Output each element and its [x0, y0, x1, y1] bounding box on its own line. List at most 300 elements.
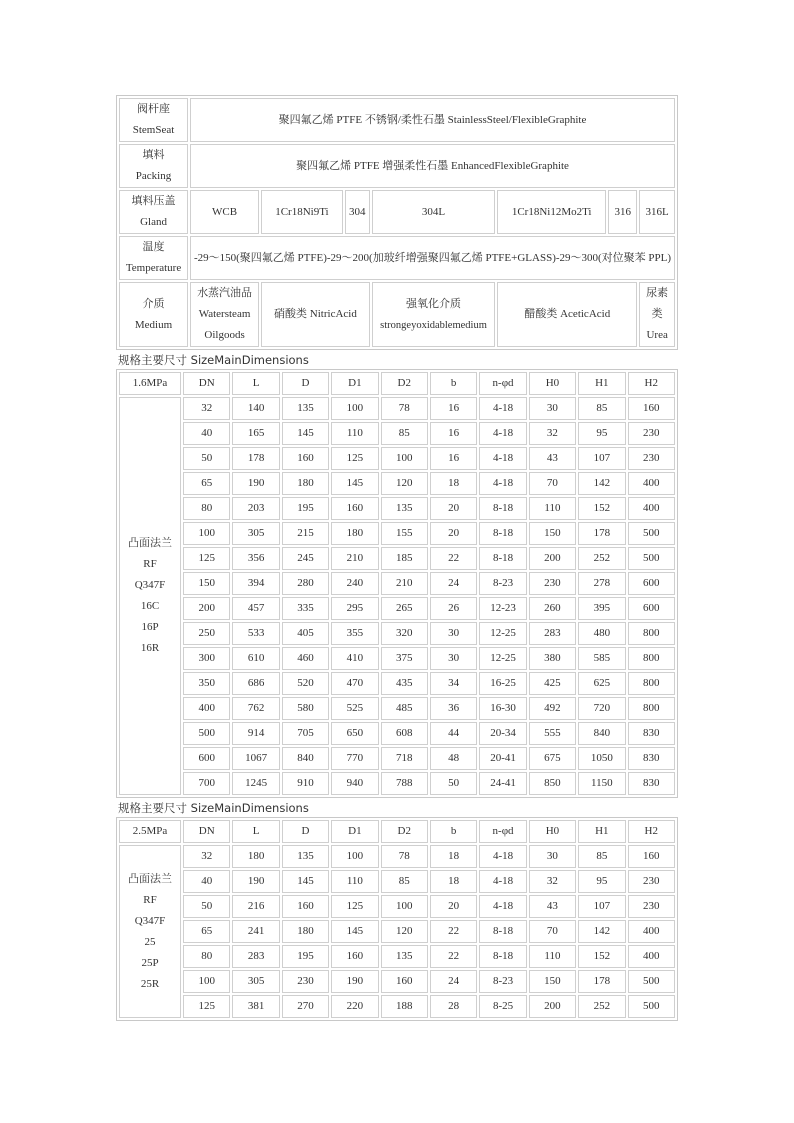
table-cell: 8-23	[479, 970, 526, 993]
table-cell: 110	[331, 422, 378, 445]
table-cell: 44	[430, 722, 477, 745]
table-cell: 16	[430, 422, 477, 445]
table-cell: 180	[232, 845, 279, 868]
medium-row	[119, 282, 675, 347]
table-cell: 4-18	[479, 447, 526, 470]
table-cell: 95	[578, 870, 625, 893]
valve-family-line: 25P	[141, 956, 159, 969]
column-header: D	[282, 820, 329, 843]
table-cell: 24	[430, 572, 477, 595]
table-cell: 125	[183, 995, 230, 1018]
table-row	[119, 597, 675, 620]
table-cell: 800	[628, 697, 675, 720]
valve-family-line: 25R	[140, 977, 160, 990]
table-cell: 40	[183, 422, 230, 445]
table-cell: 50	[183, 895, 230, 918]
column-header: D1	[331, 372, 378, 395]
table-cell: 480	[578, 622, 625, 645]
table-cell: 788	[381, 772, 428, 795]
table-cell: 20	[430, 497, 477, 520]
table-cell: 160	[282, 895, 329, 918]
table-cell: 165	[232, 422, 279, 445]
table-cell: 22	[430, 547, 477, 570]
table-cell: 24	[430, 970, 477, 993]
packing-row	[119, 144, 675, 188]
table-cell: 200	[529, 547, 576, 570]
table-cell: 600	[628, 597, 675, 620]
table-cell: 8-18	[479, 522, 526, 545]
column-header: H0	[529, 372, 576, 395]
packing-value: 聚四氟乙烯 PTFE 增强柔性石墨 EnhancedFlexibleGraphite	[190, 144, 675, 188]
valve-family-line: 16R	[140, 642, 160, 654]
table-cell: 250	[183, 622, 230, 645]
table-cell: 300	[183, 647, 230, 670]
table-cell: 940	[331, 772, 378, 795]
table-cell: 400	[628, 472, 675, 495]
table-cell: 200	[183, 597, 230, 620]
stem-seat-label-en: StemSeat	[132, 124, 175, 136]
table-row	[119, 697, 675, 720]
table-cell: 4-18	[479, 472, 526, 495]
table-cell: 145	[282, 870, 329, 893]
table-cell: 1050	[578, 747, 625, 770]
table-cell: 20-34	[479, 722, 526, 745]
table-cell: 78	[381, 845, 428, 868]
table-cell: 32	[183, 845, 230, 868]
medium-cn: 水蒸汽油品	[197, 287, 253, 299]
table-cell: 278	[578, 572, 625, 595]
table-cell: 485	[381, 697, 428, 720]
table-cell: 150	[529, 970, 576, 993]
table-cell: 405	[282, 622, 329, 645]
table-cell: 50	[183, 447, 230, 470]
valve-family-line: RF	[143, 558, 157, 570]
table-cell: 720	[578, 697, 625, 720]
table-cell: 283	[529, 622, 576, 645]
table-cell: 8-18	[479, 945, 526, 968]
table-cell: 70	[529, 920, 576, 943]
column-header: DN	[183, 372, 230, 395]
valve-family-line: 凸面法兰	[128, 872, 172, 885]
table-cell: 188	[381, 995, 428, 1018]
table-cell: 80	[183, 497, 230, 520]
table-cell: 110	[529, 945, 576, 968]
table-cell: 381	[232, 995, 279, 1018]
table-cell: 394	[232, 572, 279, 595]
table-cell: 100	[183, 970, 230, 993]
table-cell: 30	[529, 845, 576, 868]
medium-cell	[190, 282, 259, 347]
table-cell: 305	[232, 522, 279, 545]
table-cell: 216	[232, 895, 279, 918]
table-cell: 210	[381, 572, 428, 595]
medium-en: AceticAcid	[560, 308, 611, 320]
column-header: n-φd	[479, 820, 526, 843]
table-cell: 43	[529, 447, 576, 470]
table-row	[119, 920, 675, 943]
table-cell: 435	[381, 672, 428, 695]
valve-family-cell	[119, 397, 181, 795]
medium-extra: Oilgoods	[204, 329, 245, 341]
table-cell: 4-18	[479, 870, 526, 893]
table-cell: 8-18	[479, 497, 526, 520]
table-cell: 80	[183, 945, 230, 968]
table-cell: 16-25	[479, 672, 526, 695]
table-cell: 675	[529, 747, 576, 770]
table-row	[119, 945, 675, 968]
table-cell: 500	[628, 995, 675, 1018]
medium-en: NitricAcid	[309, 308, 357, 320]
table-cell: 800	[628, 622, 675, 645]
table-cell: 8-23	[479, 572, 526, 595]
table-cell: 150	[529, 522, 576, 545]
gland-label	[119, 190, 188, 234]
table-cell: 43	[529, 895, 576, 918]
table-cell: 840	[282, 747, 329, 770]
column-header: D2	[381, 372, 428, 395]
pressure-rating: 1.6MPa	[119, 372, 181, 395]
table-cell: 32	[183, 397, 230, 420]
table-cell: 180	[331, 522, 378, 545]
table-cell: 1245	[232, 772, 279, 795]
table-cell: 135	[381, 945, 428, 968]
table-cell: 180	[282, 920, 329, 943]
medium-cell	[261, 282, 370, 347]
table-cell: 178	[232, 447, 279, 470]
table-cell: 525	[331, 697, 378, 720]
table-row	[119, 622, 675, 645]
temperature-label-en: Temperature	[125, 262, 182, 274]
table-cell: 145	[282, 422, 329, 445]
table-cell: 8-25	[479, 995, 526, 1018]
column-header: b	[430, 820, 477, 843]
table-cell: 40	[183, 870, 230, 893]
table-cell: 210	[331, 547, 378, 570]
table-cell: 85	[381, 870, 428, 893]
section-caption: 规格主要尺寸 SizeMainDimensions	[118, 801, 309, 815]
table-cell: 85	[381, 422, 428, 445]
table-cell: 70	[529, 472, 576, 495]
table-cell: 705	[282, 722, 329, 745]
table-cell: 178	[578, 970, 625, 993]
table-cell: 135	[282, 845, 329, 868]
table-cell: 20-41	[479, 747, 526, 770]
gland-row	[119, 190, 675, 234]
table-cell: 400	[628, 497, 675, 520]
gland-material-cell: 316L	[639, 190, 675, 234]
table-cell: 4-18	[479, 895, 526, 918]
table-cell: 910	[282, 772, 329, 795]
table-row	[119, 472, 675, 495]
table-cell: 380	[529, 647, 576, 670]
table-cell: 107	[578, 895, 625, 918]
table-cell: 1067	[232, 747, 279, 770]
valve-family-line: RF	[143, 893, 157, 906]
table-cell: 190	[331, 970, 378, 993]
table-cell: 16	[430, 447, 477, 470]
table-row	[119, 845, 675, 868]
table-row	[119, 497, 675, 520]
gland-material-cell: WCB	[190, 190, 259, 234]
table-cell: 125	[331, 447, 378, 470]
table-cell: 800	[628, 672, 675, 695]
table-cell: 145	[331, 920, 378, 943]
table-cell: 190	[232, 472, 279, 495]
table-cell: 770	[331, 747, 378, 770]
medium-extra: Urea	[646, 329, 668, 341]
table-cell: 240	[331, 572, 378, 595]
table-cell: 18	[430, 870, 477, 893]
table-cell: 16	[430, 397, 477, 420]
packing-label-cn: 填料	[142, 149, 165, 161]
medium-cn: 硝酸类	[274, 308, 308, 320]
table-cell: 230	[628, 870, 675, 893]
table-cell: 203	[232, 497, 279, 520]
table-cell: 16-30	[479, 697, 526, 720]
table-cell: 4-18	[479, 845, 526, 868]
table-cell: 555	[529, 722, 576, 745]
table-cell: 610	[232, 647, 279, 670]
table-cell: 686	[232, 672, 279, 695]
table-cell: 395	[578, 597, 625, 620]
table-cell: 22	[430, 920, 477, 943]
table-cell: 355	[331, 622, 378, 645]
header-row	[119, 372, 675, 395]
temperature-row	[119, 236, 675, 280]
table-cell: 608	[381, 722, 428, 745]
table-cell: 20	[430, 522, 477, 545]
table-cell: 110	[331, 870, 378, 893]
table-row	[119, 547, 675, 570]
table-cell: 22	[430, 945, 477, 968]
medium-label-en: Medium	[134, 318, 173, 331]
table-row	[119, 397, 675, 420]
valve-family-line: 16P	[141, 621, 159, 633]
table-cell: 305	[232, 970, 279, 993]
table-cell: 160	[628, 845, 675, 868]
table-cell: 30	[430, 622, 477, 645]
table-row	[119, 722, 675, 745]
table-cell: 840	[578, 722, 625, 745]
table-cell: 152	[578, 945, 625, 968]
packing-label	[119, 144, 188, 188]
table-cell: 335	[282, 597, 329, 620]
table-row	[119, 672, 675, 695]
table-cell: 320	[381, 622, 428, 645]
table-cell: 100	[183, 522, 230, 545]
table-cell: 152	[578, 497, 625, 520]
column-header: H2	[628, 372, 675, 395]
temperature-value: -29～150(聚四氟乙烯 PTFE)-29～200(加玻纤增强聚四氟乙烯 PTFE+GLASS)-29～300(对位聚苯 PPL)	[190, 236, 675, 280]
table-cell: 8-18	[479, 547, 526, 570]
table-cell: 135	[381, 497, 428, 520]
table-cell: 12-23	[479, 597, 526, 620]
dimensions-table-2-5mpa	[116, 817, 678, 1021]
table-cell: 160	[381, 970, 428, 993]
table-cell: 160	[628, 397, 675, 420]
table-cell: 230	[628, 895, 675, 918]
table-cell: 425	[529, 672, 576, 695]
table-cell: 410	[331, 647, 378, 670]
table-cell: 850	[529, 772, 576, 795]
table-cell: 190	[232, 870, 279, 893]
table-cell: 230	[529, 572, 576, 595]
table-row	[119, 572, 675, 595]
table-cell: 160	[331, 497, 378, 520]
table-cell: 252	[578, 547, 625, 570]
table-cell: 155	[381, 522, 428, 545]
table-row	[119, 895, 675, 918]
table-cell: 492	[529, 697, 576, 720]
table-cell: 520	[282, 672, 329, 695]
table-cell: 650	[331, 722, 378, 745]
table-cell: 195	[282, 945, 329, 968]
table-cell: 580	[282, 697, 329, 720]
pressure-rating: 2.5MPa	[119, 820, 181, 843]
table-cell: 26	[430, 597, 477, 620]
table-cell: 470	[331, 672, 378, 695]
table-cell: 135	[282, 397, 329, 420]
table-cell: 18	[430, 845, 477, 868]
table-cell: 830	[628, 772, 675, 795]
valve-family-line: Q347F	[134, 914, 166, 927]
table-row	[119, 870, 675, 893]
table-row	[119, 970, 675, 993]
table-row	[119, 647, 675, 670]
table-cell: 4-18	[479, 422, 526, 445]
medium-label	[119, 282, 188, 347]
table-cell: 245	[282, 547, 329, 570]
table-cell: 500	[183, 722, 230, 745]
table-cell: 460	[282, 647, 329, 670]
table-cell: 375	[381, 647, 428, 670]
gland-material-cell: 1Cr18Ni12Mo2Ti	[497, 190, 606, 234]
table-cell: 34	[430, 672, 477, 695]
table-cell: 85	[578, 397, 625, 420]
column-header: L	[232, 820, 279, 843]
table-cell: 600	[183, 747, 230, 770]
table-cell: 12-25	[479, 647, 526, 670]
table-cell: 185	[381, 547, 428, 570]
table-row	[119, 772, 675, 795]
table-cell: 600	[628, 572, 675, 595]
table-cell: 32	[529, 422, 576, 445]
gland-label-cn: 填料压盖	[131, 195, 176, 207]
table-cell: 500	[628, 522, 675, 545]
medium-en: 类	[651, 308, 663, 320]
table-cell: 95	[578, 422, 625, 445]
table-cell: 160	[331, 945, 378, 968]
table-cell: 830	[628, 747, 675, 770]
column-header: H1	[578, 820, 625, 843]
table-cell: 265	[381, 597, 428, 620]
table-cell: 252	[578, 995, 625, 1018]
table-cell: 230	[628, 422, 675, 445]
packing-label-en: Packing	[135, 170, 172, 182]
table-cell: 28	[430, 995, 477, 1018]
table-cell: 100	[381, 895, 428, 918]
medium-cell	[639, 282, 675, 347]
table-cell: 241	[232, 920, 279, 943]
valve-family-line: 凸面法兰	[128, 537, 172, 549]
table-cell: 142	[578, 472, 625, 495]
table-cell: 500	[628, 970, 675, 993]
table-cell: 120	[381, 472, 428, 495]
stem-seat-row	[119, 98, 675, 142]
table-cell: 585	[578, 647, 625, 670]
stem-seat-label-cn: 阀杆座	[137, 103, 171, 115]
table-cell: 100	[331, 397, 378, 420]
table-cell: 457	[232, 597, 279, 620]
table-cell: 24-41	[479, 772, 526, 795]
column-header: D	[282, 372, 329, 395]
table-cell: 178	[578, 522, 625, 545]
table-cell: 12-25	[479, 622, 526, 645]
gland-material-cell: 316	[608, 190, 637, 234]
medium-cell	[372, 282, 495, 347]
table-cell: 625	[578, 672, 625, 695]
table-cell: 48	[430, 747, 477, 770]
table-cell: 100	[381, 447, 428, 470]
table-cell: 914	[232, 722, 279, 745]
table-cell: 830	[628, 722, 675, 745]
table-cell: 50	[430, 772, 477, 795]
table-cell: 295	[331, 597, 378, 620]
column-header: L	[232, 372, 279, 395]
medium-label-cn: 介质	[142, 297, 165, 310]
valve-family-line: 25	[144, 935, 156, 948]
table-cell: 260	[529, 597, 576, 620]
table-cell: 150	[183, 572, 230, 595]
table-cell: 215	[282, 522, 329, 545]
table-cell: 18	[430, 472, 477, 495]
table-cell: 195	[282, 497, 329, 520]
gland-material-cell: 1Cr18Ni9Ti	[261, 190, 343, 234]
column-header: D1	[331, 820, 378, 843]
table-cell: 230	[282, 970, 329, 993]
table-cell: 400	[628, 920, 675, 943]
table-cell: 145	[331, 472, 378, 495]
table-cell: 280	[282, 572, 329, 595]
table-cell: 140	[232, 397, 279, 420]
table-cell: 30	[430, 647, 477, 670]
medium-cn: 醋酸类	[524, 308, 558, 320]
header-row	[119, 820, 675, 843]
table-cell: 100	[331, 845, 378, 868]
medium-en: Watersteam	[198, 308, 251, 320]
table-cell: 762	[232, 697, 279, 720]
table-cell: 36	[430, 697, 477, 720]
stem-seat-label	[119, 98, 188, 142]
table-cell: 230	[628, 447, 675, 470]
gland-material-cell: 304	[345, 190, 370, 234]
table-cell: 120	[381, 920, 428, 943]
table-row	[119, 447, 675, 470]
column-header: H2	[628, 820, 675, 843]
document-page	[116, 95, 678, 1021]
table-cell: 160	[282, 447, 329, 470]
valve-family-line: Q347F	[134, 579, 166, 591]
table-row	[119, 747, 675, 770]
table-cell: 125	[331, 895, 378, 918]
materials-table	[116, 95, 678, 350]
table-cell: 8-18	[479, 920, 526, 943]
gland-label-en: Gland	[140, 216, 167, 228]
column-header: H1	[578, 372, 625, 395]
dimensions-table-1-6mpa	[116, 369, 678, 798]
stem-seat-value: 聚四氟乙烯 PTFE 不锈钢/柔性石墨 StainlessSteel/FlexibleGraphite	[190, 98, 675, 142]
medium-en: strongeyoxidablemedium	[380, 319, 487, 331]
